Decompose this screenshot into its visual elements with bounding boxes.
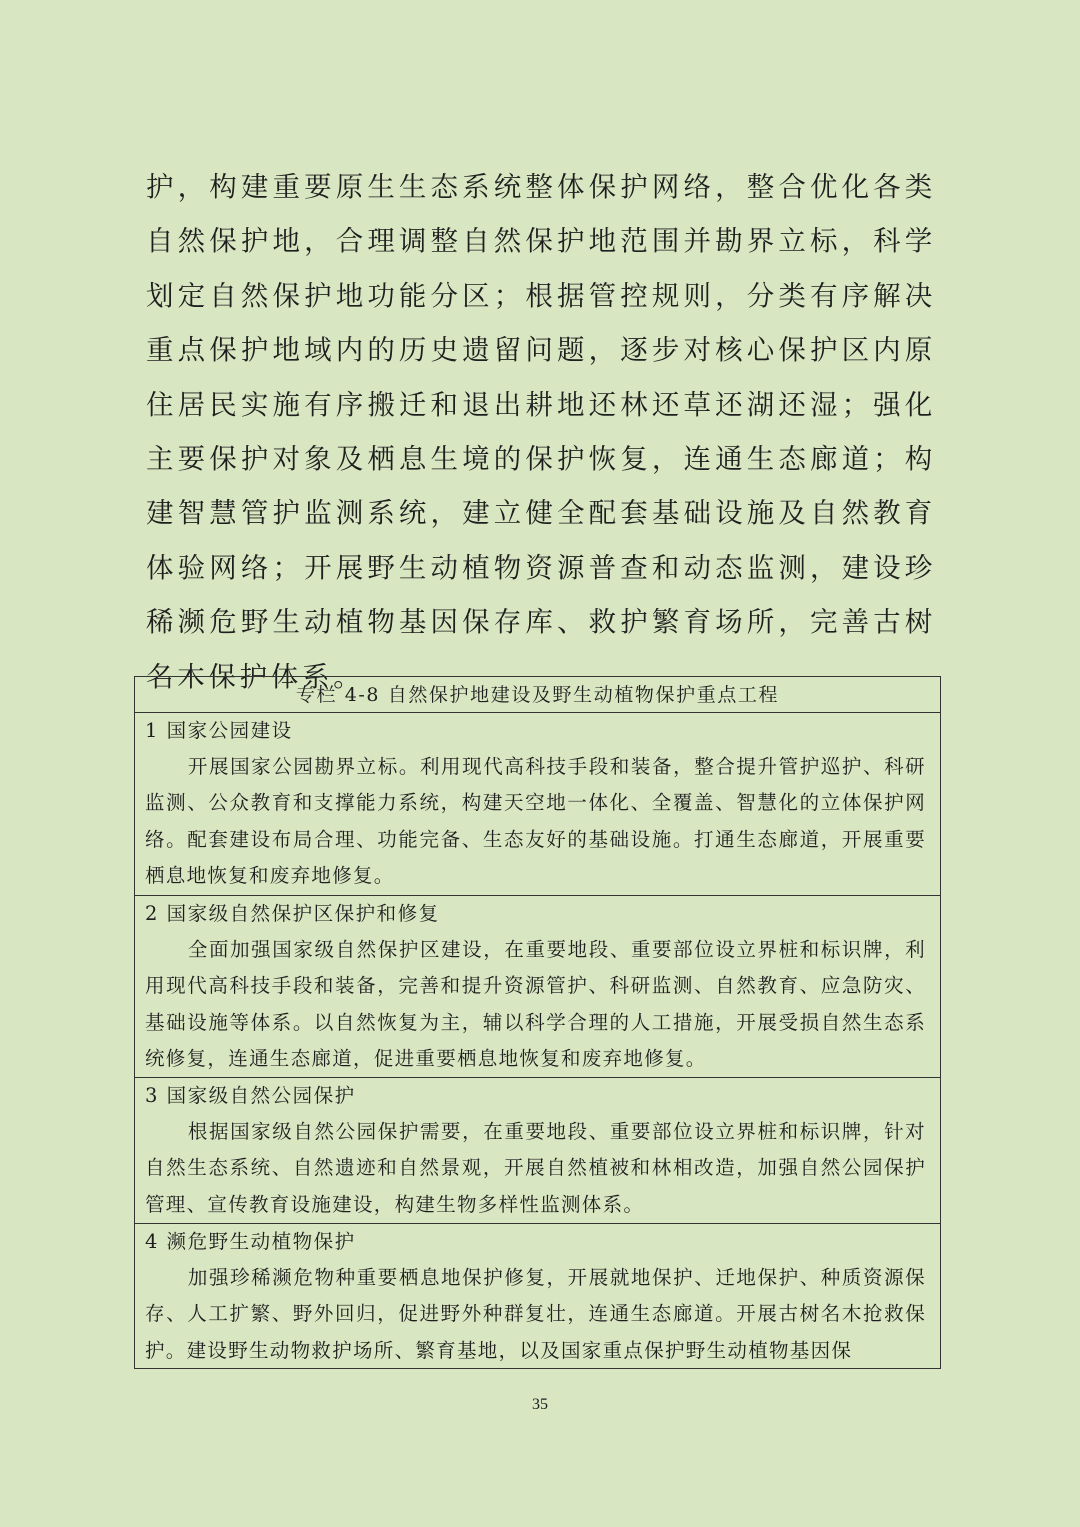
project-section-nature-park — [135, 1078, 940, 1224]
body-paragraph: 护，构建重要原生生态系统整体保护网络，整合优化各类自然保护地，合理调整自然保护地范围并勘界立标，科学划定自然保护地功能分区；根据管控规则，分类有序解决重点保护地域内的历史遗留问题，逐步对核心保护区内原住居民实施有序搬迁和退出耕地还林还草还湖还湿；强化主要保护对象及栖息生境的保护恢复，连通生态廊道；构建智慧管护监测系统，建立健全配套基础设施及自然教育体验网络；开展野生动植物资源普查和动态监测，建设珍稀濒危野生动植物基因保存库、救护繁育场所，完善古树名木保护体系。 — [146, 171, 936, 693]
box-title: 专栏 4-8 自然保护地建设及野生动植物保护重点工程 — [135, 677, 940, 713]
project-section-nature-reserve — [135, 896, 940, 1078]
section-body: 根据国家级自然公园保护需要，在重要地段、重要部位设立界桩和标识牌，针对自然生态系统、自然遗迹和自然景观，开展自然植被和林相改造，加强自然公园保护管理、宣传教育设施建设，构建生物多样性监测体系。 — [145, 1120, 926, 1216]
section-body: 全面加强国家级自然保护区建设，在重要地段、重要部位设立界桩和标识牌，利用现代高科技手段和装备，完善和提升资源管护、科研监测、自然教育、应急防灾、基础设施等体系。以自然恢复为主，辅以科学合理的人工措施，开展受损自然生态系统修复，连通生态廊道，促进重要栖息地恢复和废弃地修复。 — [145, 938, 926, 1071]
project-section-national-park — [135, 713, 940, 896]
section-heading: 4 濒危野生动植物保护 — [145, 1230, 356, 1253]
section-heading: 2 国家级自然保护区保护和修复 — [145, 902, 440, 925]
section-body: 加强珍稀濒危物种重要栖息地保护修复，开展就地保护、迁地保护、种质资源保存、人工扩繁、野外回归，促进野外种群复壮，连通生态廊道。开展古树名木抢救保护。建设野生动物救护场所、繁育基地，以及国家重点保护野生动植物基因保 — [145, 1266, 926, 1362]
section-heading: 1 国家公园建设 — [145, 719, 293, 742]
page-number: 35 — [532, 1396, 548, 1413]
section-heading: 3 国家级自然公园保护 — [145, 1084, 356, 1107]
section-body: 开展国家公园勘界立标。利用现代高科技手段和装备，整合提升管护巡护、科研监测、公众教育和支撑能力系统，构建天空地一体化、全覆盖、智慧化的立体保护网络。配套建设布局合理、功能完备、生态友好的基础设施。打通生态廊道，开展重要栖息地恢复和废弃地修复。 — [145, 755, 926, 888]
special-column-box — [134, 676, 941, 1369]
project-section-endangered-species — [135, 1224, 940, 1370]
